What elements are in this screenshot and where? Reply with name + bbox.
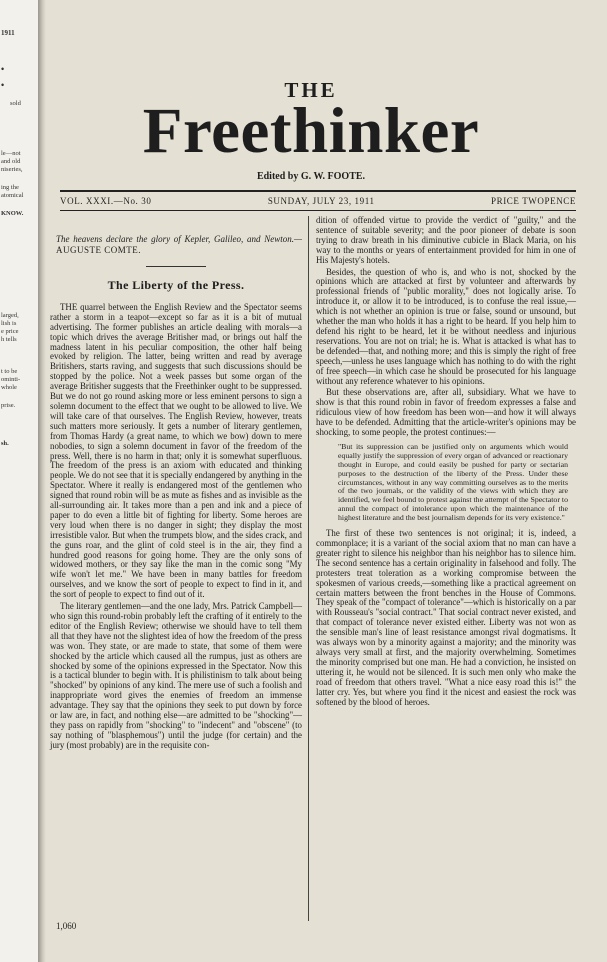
masthead-title: Freethinker <box>142 95 480 167</box>
newspaper-page <box>46 0 607 962</box>
margin-fragment: ing the <box>1 184 19 191</box>
margin-fragment: h tells <box>1 336 17 343</box>
margin-fragment: t to be <box>1 368 18 375</box>
margin-fragment: niseries, <box>1 166 23 173</box>
issue-date: SUNDAY, JULY 23, 1911 <box>267 196 375 206</box>
margin-fragment: sold <box>10 100 21 107</box>
margin-fragment: sh. <box>1 440 9 447</box>
article-paragraph: THE quarrel between the English Review and the Spectator seems rather a storm in a teapot—except so far as it is a bit of mutual advertising. The former publishes an article dealing with morals—a topic which drives the average Britisher mad, or brings out half the madness latent in his peculiar composition, the other half being evoked by religion. The latter, being written and read by average Britishers, starts raving, and suggests that such discussions should be stopped by the police. Not a week passes but some organ of the average Britisher suggests that the Freethinker ought to be suppressed. But we do not go round asking more or less eminent persons to sign a solemn document to the effect that we ought to be allowed to live. We will take care of that ourselves. The English Review, however, treats such matters more seriously. It gets a number of literary gentlemen, from Thomas Hardy (a great name, to which we bow) down to mere nobodies, to sign a solemn document in favor of the freedom of the press. Well, there is no harm in that; only it is somewhat superfluous. The freedom of the press is an axiom with educated and thinking people. We do not see that it is specially endangered by anything in the Spectator. Where it really is endangered most of the gentlemen who signed that round robin will be as mute as fishes and as invisible as the all-surrounding air. It takes more than a pen and ink and a piece of paper to do even a little bit of fighting for liberty. Some heroes are very loud when there is no danger in sight; they display the most irresistible valor. But when the trumpets blow, and the sides crack, and the guns roar, and the glint of cold steel is in the air, they find a hundred good reasons for going home. They are the only sons of widowed mothers, or they say like the man in the comic song "My wife won't let me." We have been in many battles for freedom ourselves, and we know the sort of people to expect to find in it, and the sort of people to expect to find out of it. <box>50 301 302 600</box>
volume-number: VOL. XXXI.—No. 30 <box>60 196 152 206</box>
right-column <box>316 216 576 707</box>
block-quote: "But its suppression can be justified only on arguments which would equally justify the suppression of every organ of advanced or reactionary thought in Europe, and could easily be pushed for party or sectarian purposes to the destruction of the liberty of the Press. Under these circumstances, without in any way committing ourselves as to the merits of the two journals, or the validity of the views with which they are identified, we feel bound to protest against the attempt of the Spectator to annul the compact of intolerance upon which the maintenance of the highest literature and the best journalism depends for its very existence." <box>338 441 568 523</box>
masthead-rule-bottom <box>60 210 576 211</box>
margin-fragment: prise. <box>1 402 16 409</box>
margin-fragment: lish is <box>1 320 17 327</box>
masthead-the: THE <box>284 78 338 102</box>
margin-bullet: • <box>1 80 5 90</box>
margin-fragment: ominti- <box>1 376 21 383</box>
margin-fragment: atomical <box>1 192 24 199</box>
article-paragraph: But these observations are, after all, subsidiary. What we have to show is that this round robin in favor of freedom expresses a false and ridiculous view of how freedom has been won—and how it will always have to be defended. Admitting that the article-writer's opinions may be shocking, to some people, the protest continues:— <box>316 387 576 438</box>
margin-fragment: KNOW. <box>1 210 24 217</box>
margin-fragment: le—not <box>1 150 21 157</box>
epigraph-author: AUGUSTE COMTE. <box>56 245 141 255</box>
margin-fragment: and old <box>1 158 21 165</box>
epigraph-rule <box>146 266 206 267</box>
article-title: The Liberty of the Press. <box>107 278 245 292</box>
margin-fragment: whole <box>1 384 17 391</box>
margin-fragment: 1911 <box>1 29 15 37</box>
epigraph <box>56 234 302 256</box>
margin-fragment: larged, <box>1 312 19 319</box>
adjacent-page-margin <box>0 0 38 962</box>
editor-credit: Edited by G. W. FOOTE. <box>256 171 366 182</box>
page-gutter <box>38 0 46 962</box>
article-paragraph: The first of these two sentences is not original; it is, indeed, a commonplace; it is a variant of the social axiom that no man can have a greater right to silence his neighbor than his neighbor has to silence him. The second sentence has a certain originality in falsehood and folly. The protesters treat toleration as a working compromise between the spokesmen of various creeds,—something like a practical agreement on certain matters between the front benches in the House of Commons. They speak of the "compact of tolerance"—which is historically on a par with Rousseau's "social contract." That social contract never existed, and that compact of tolerance never existed either. Liberty was not won as the sensible man's line of least resistance amongst rival dogmatisms. It was always won by a minority against a majority; and the minority was always very small at first, and the majority overwhelming. Sometimes the minority comprised but one man. He had a conviction, he insisted on uttering it, he would not be silenced. It is such men only who make the road of freedom that others travel. "What a nice easy road this is!" the latter cry. Yes, but where you find it the nicest and easiest the rock was softened by the blood of heroes. <box>316 528 576 707</box>
issue-line <box>60 196 576 206</box>
margin-fragment: e price <box>1 328 19 335</box>
epigraph-text: The heavens declare the glory of Kepler, Galileo, and Newton.— <box>56 234 302 244</box>
margin-bullet: • <box>1 64 5 74</box>
article-paragraph: The literary gentlemen—and the one lady, Mrs. Patrick Campbell—who sign this round-robin probably left the crafting of it entirely to the editor of the English Review; otherwise we should have to tell them all that they have not the slightest idea of how the freedom of the press was won. They state, or are made to state, that some of them were shocked by the article which caused all the rumpus, just as others are shocked by some of the opinions expressed in the Spectator. Now this is a tactical blunder to begin with. It is philistinism to talk about being "shocked" by opinions of any kind. The mere use of such a foolish and inappropriate word gives the enemies of freedom an immense advantage. They say that the opinions they seek to put down by force or law are, in fact, and nothing else—are admitted to be "shocking"—they pass on rapidly from "shocking" to "indecent" and "obscene" (to say nothing of "blasphemous") until the judge (for certain) and the jury (most probably) are in the requisite con- <box>50 601 302 750</box>
left-column <box>50 224 302 751</box>
masthead-rule-top <box>60 190 576 192</box>
column-divider <box>308 216 309 921</box>
page-number: 1,060 <box>56 921 77 931</box>
article-paragraph: Besides, the question of who is, and who is not, shocked by the opinions which are attacked at first by volunteer and afterwards by professional friends of "public morality," does not logically arise. To introduce it, or allow it to be introduced, is to confuse the real issue,—which is not whether an opinion is true or false, sound or unsound, but whether the man who holds it has a right to be heard. If you help him to defend his right to be heard, let it be without needless and injurious reservations. You are not on trial; he is. What is attacked is what has to be defended—that, and nothing more; and this is simply the right of free speech,—unless he uses language which has nothing to do with the right of free speech—in which case he should be prosecuted for his language without any reference whatever to his opinions. <box>316 266 576 386</box>
issue-price: PRICE TWOPENCE <box>491 196 576 206</box>
article-paragraph: dition of offended virtue to provide the verdict of "guilty," and the sentence of suitable severity; and the poor pioneer of debate is soon trying to draw breath in his diminutive cubicle in Black Maria, on his way to the months or years of entertainment provided for him in one of His Majesty's hotels. <box>316 215 576 265</box>
